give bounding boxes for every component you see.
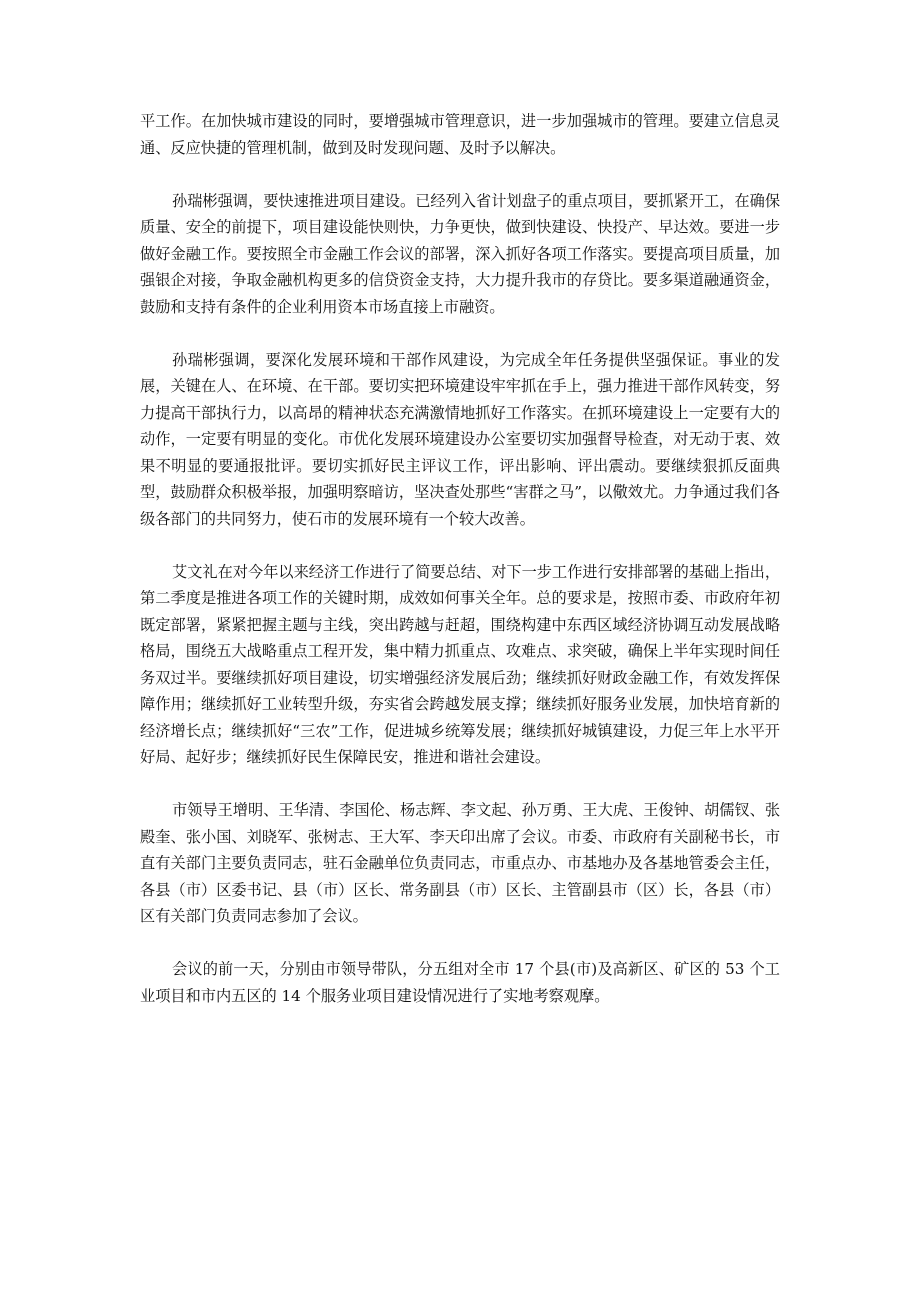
paragraph-4: 艾文礼在对今年以来经济工作进行了简要总结、对下一步工作进行安排部署的基础上指出，第二季度是推进各项工作的关键时期，成效如何事关全年。总的要求是，按照市委、市政府年初既定部署，紧紧把握主题与主线，突出跨越与赶超，围绕构建中东西区域经济协调互动发展战略格局，围绕五大战略重点工程开发，集中精力抓重点、攻难点、求突破，确保上半年实现时间任务双过半。要继续抓好项目建设，切实增强经济发展后劲；继续抓好财政金融工作，有效发挥保障作用；继续抓好工业转型升级，夯实省会跨越发展支撑；继续抓好服务业发展，加快培育新的经济增长点；继续抓好“三农”工作，促进城乡统筹发展；继续抓好城镇建设，力促三年上水平开好局、起好步；继续抓好民生保障民安，推进和谐社会建设。 [140,562,780,766]
paragraph-5: 市领导王增明、王华清、李国伦、杨志辉、李文起、孙万勇、王大虎、王俊钟、胡儒钗、张殿奎、张小国、刘晓军、张树志、王大军、李天印出席了会议。市委、市政府有关副秘书长，市直有关部门主要负责同志，驻石金融单位负责同志，市重点办、市基地办及各基地管委会主任，各县（市）区委书记、县（市）区长、常务副县（市）区长、主管副县市（区）长，各县（市）区有关部门负责同志参加了会议。 [140,801,780,925]
document-body [140,108,780,1036]
paragraph-3: 孙瑞彬强调，要深化发展环境和干部作风建设，为完成全年任务提供坚强保证。事业的发展，关键在人、在环境、在干部。要切实把环境建设牢牢抓在手上，强力推进干部作风转变，努力提高干部执行力，以高昂的精神状态充满激情地抓好工作落实。在抓环境建设上一定要有大的动作，一定要有明显的变化。市优化发展环境建设办公室要切实加强督导检查，对无动于衷、效果不明显的要通报批评。要切实抓好民主评议工作，评出影响、评出震动。要继续狠抓反面典型，鼓励群众积极举报，加强明察暗访，坚决查处那些“害群之马”，以儆效尤。力争通过我们各级各部门的共同努力，使石市的发展环境有一个较大改善。 [140,350,780,528]
paragraph-1: 平工作。在加快城市建设的同时，要增强城市管理意识，进一步加强城市的管理。要建立信息灵通、反应快捷的管理机制，做到及时发现问题、及时予以解决。 [140,112,780,157]
paragraph-2: 孙瑞彬强调，要快速推进项目建设。已经列入省计划盘子的重点项目，要抓紧开工，在确保质量、安全的前提下，项目建设能快则快，力争更快，做到快建设、快投产、早达效。要进一步做好金融工作。要按照全市金融工作会议的部署，深入抓好各项工作落实。要提高项目质量，加强银企对接，争取金融机构更多的信贷资金支持，大力提升我市的存贷比。要多渠道融通资金，鼓励和支持有条件的企业利用资本市场直接上市融资。 [140,191,780,316]
paragraph-6: 会议的前一天，分别由市领导带队，分五组对全市 17 个县(市)及高新区、矿区的 53 个工业项目和市内五区的 14 个服务业项目建设情况进行了实地考察观摩。 [140,960,780,1005]
